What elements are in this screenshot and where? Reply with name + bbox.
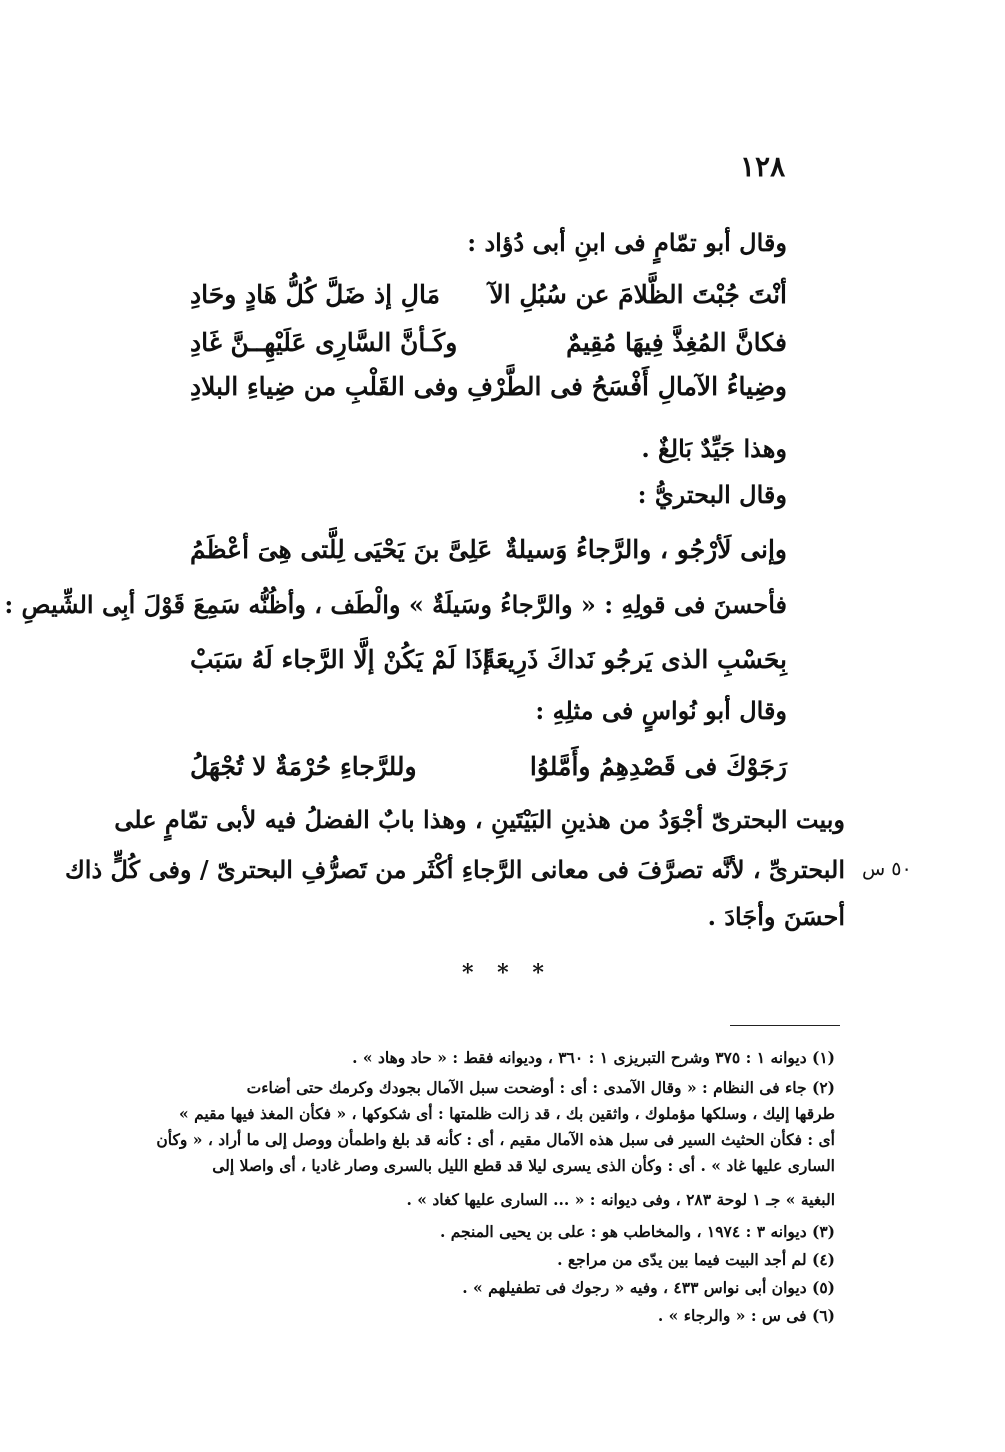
footnote-rule [730,1025,840,1026]
comment-line: وهذا جَيِّدٌ بَالِغٌ . [641,434,787,463]
footnote: أى : فكأن الحثيث السير فى سبل هذه الآمال مقيم ، أى : كأنه قد بلغ واطمأن ووصل إلى ما أراد ، « وكأن [156,1130,835,1149]
footnote: السارى عليها غاد » . أى : وكأن الذى يسرى ليلا قد قطع الليل بالسرى وصار غاديا ، أى واصلا إلى [212,1156,835,1175]
verse-hemistich-right: رَجَوْكَ فى قَصْدِهِمُ وأَمَّلوُا [529,752,787,781]
footnote: (٢) جاء فى النظام : « وقال الآمدى : أى : أوضحت سبل الآمال بجودك وكرمك حتى أضاءت [246,1078,835,1097]
verse-hemistich-right: وإنى لَأرْجُو ، والرَّجاءُ وَسيلةٌ [505,535,787,564]
verse-hemistich-right: بِحَسْبِ الذى يَرجُو نَداكَ ذَرِيعَةً [482,645,787,674]
verse-hemistich-left: وكَـأنَّ السَّارِى عَلَيْهِــنَّ غَادِ [190,328,458,357]
margin-note: ٥٠ س [862,858,912,880]
paragraph-line: البحترىِّ ، لأنَّه تصرَّفَ فى معانى الرَّجاءِ أكْثَر من تَصرُّفِ البحترىّ / وفى كُلٍّ ذاك [65,855,845,884]
paragraph-line: وبيت البحترىّ أجْوَدُ من هذينِ البَيْتَينِ ، وهذا بابٌ الفضلُ فيه لأبى تمّامٍ على [114,805,845,834]
verse-hemistich-left: عَلِىَّ بنَ يَحْيَى لِلَّتى هِىَ أعْظَمُ [190,535,493,564]
verse-hemistich-right: فكانَّ المُغِذَّ فِيهَا مُقِيمٌ [566,328,787,357]
verse-hemistich-right: وضِياءُ الآمالِ أَفْسَحُ فى الطَّرْ [492,372,787,401]
verse-hemistich-right: أنْتَ جُبْتَ الظَّلامَ عن سُبُلِ الآ [489,280,787,309]
section-separator: * * * [462,960,552,986]
paragraph-line: أحسَنَ وأجَادَ . [707,902,845,931]
footnote: (٤) لم أجد البيت فيما بين يدّى من مراجع . [557,1250,835,1269]
comment-line: فأحسنَ فى قولِهِ : « والرَّجاءُ وسَيلَةٌ » والْطَف ، وأظُنُّه سَمِعَ قَوْلَ أبِى الشِّيصِ : [4,590,787,619]
intro-abu-nuwas: وقال أبو نُواسٍ فى مثلِهِ : [535,696,787,725]
footnote: البغية » جـ ١ لوحة ٢٨٣ ، وفى ديوانه : « ... السارى عليها كغاد » . [406,1190,835,1209]
intro-abu-tammam: وقال أبو تمّامٍ فى ابنِ أبى دُؤاد : [467,228,787,257]
footnote: (٦) فى س : « والرجاء » . [657,1306,835,1325]
verse-hemistich-left: مَالِ إذ ضَلَّ كُلُّ هَادٍ وحَادِ [190,280,440,309]
intro-buhturi: وقال البحتريُّ : [637,480,787,509]
verse-hemistich-left: إذَا لَمْ يَكُنْ إلَّا الرَّجاء لَهُ سَبَبْ [190,645,490,674]
footnote: طرقها إليك ، وسلكها مؤملوك ، واثقين بك ، قد زالت ظلمتها : أى شكوكها ، « فكأن المغذ فيها مقيم » [179,1104,835,1123]
verse-hemistich-left: وللرَّجاءِ حُرْمَةٌ لا تُجْهَلُ [190,752,417,781]
footnote: (٣) ديوانه ٣ : ١٩٧٤ ، والمخاطب هو : على بن يحيى المنجم . [439,1222,835,1241]
footnote: (١) ديوانه ١ : ٣٧٥ وشرح التبريزى ١ : ٣٦٠ ، وديوانه فقط : « حاد وهاد » . [352,1048,835,1067]
footnote: (٥) ديوان أبى نواس ٤٣٣ ، وفيه « رجوك فى تطفيلهم » . [462,1278,835,1297]
page-number: ١٢٨ [740,150,786,183]
verse-hemistich-left: فِ وفى القَلْبِ من ضِياءِ البلادِ [190,372,494,401]
